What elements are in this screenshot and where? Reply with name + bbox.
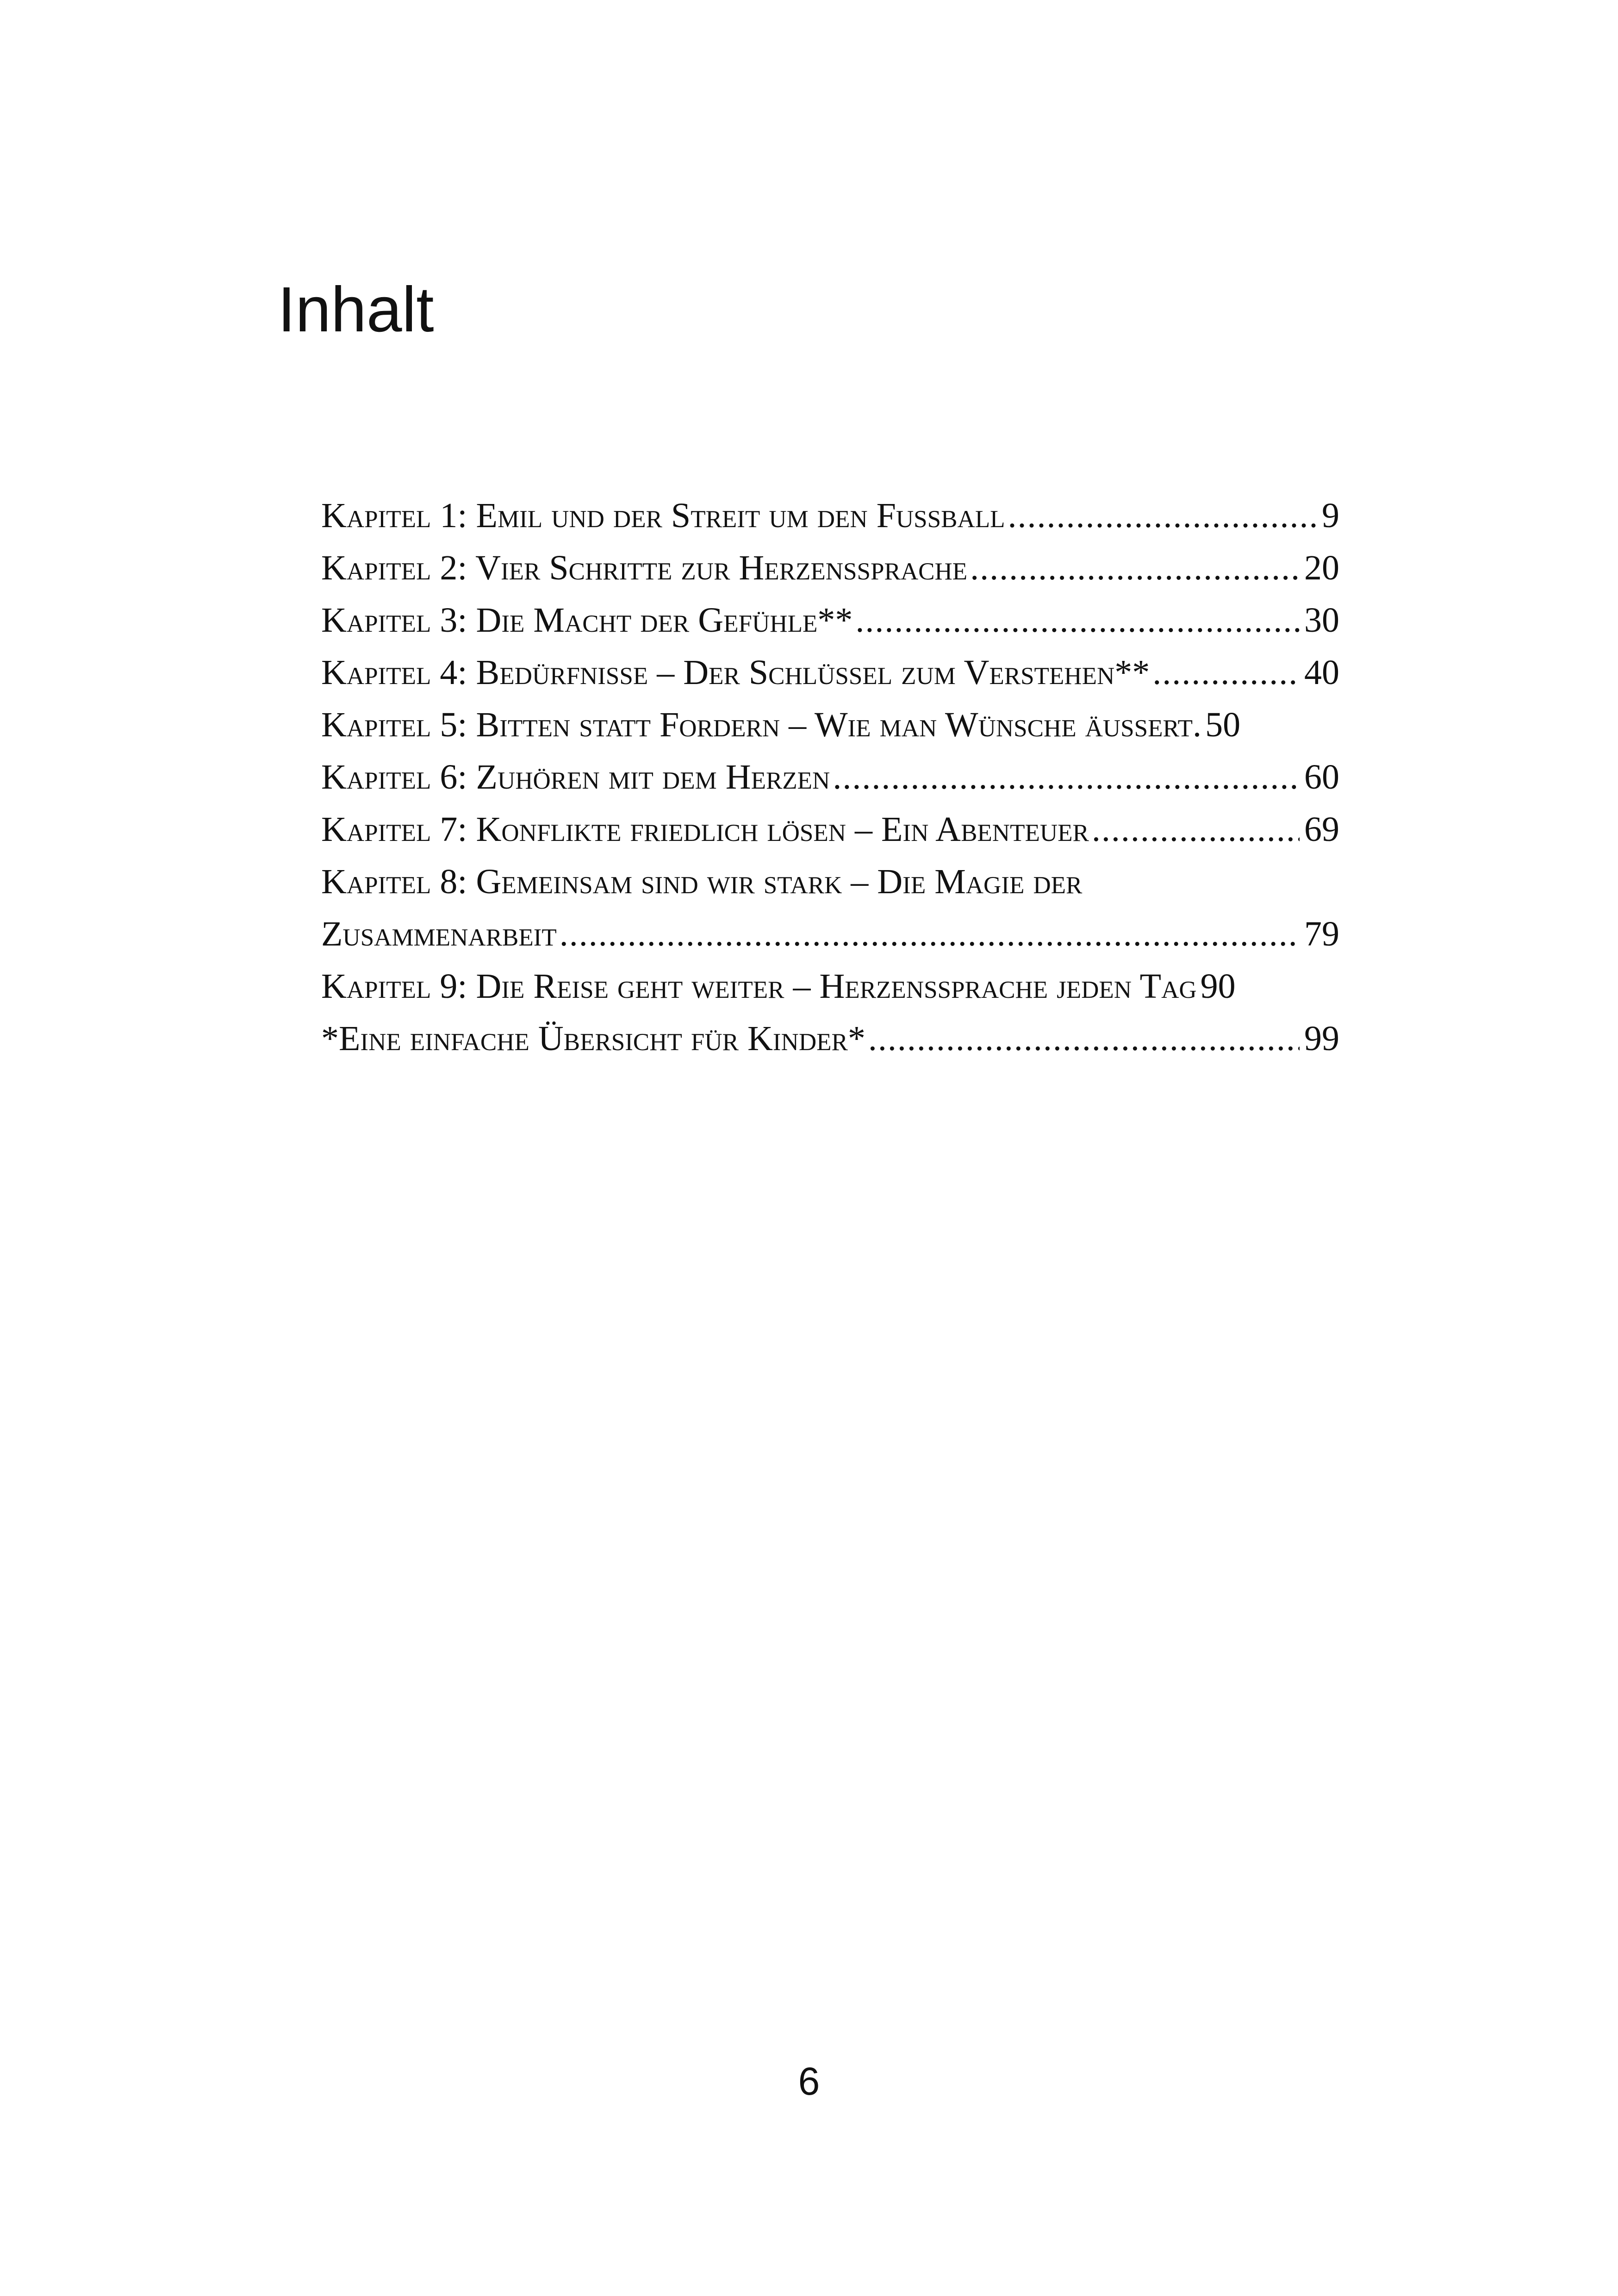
toc-entry-page: 60: [1304, 758, 1339, 796]
toc-entry-2[interactable]: [321, 542, 1339, 594]
toc-entry-title: Kapitel 3: Die Macht der Gefühle**: [321, 601, 853, 640]
toc-dot-leader: [1008, 490, 1317, 542]
toc-entry-title: Kapitel 4: Bedürfnisse – Der Schlüssel zum Verstehen**: [321, 653, 1150, 692]
toc-dot-leader: [1152, 647, 1300, 699]
toc-entry-page: 69: [1304, 810, 1339, 849]
toc-dot-leader: [560, 908, 1300, 960]
toc-entry-title: Kapitel 6: Zuhören mit dem Herzen: [321, 758, 830, 796]
toc-entry-page: 90: [1200, 967, 1236, 1006]
toc-entry-1[interactable]: [321, 490, 1339, 542]
toc-entry-10[interactable]: [321, 1013, 1339, 1065]
toc-dot-leader: [1092, 803, 1300, 856]
toc-entry-4[interactable]: [321, 647, 1339, 699]
toc-entry-page: 30: [1304, 601, 1339, 640]
toc-entry-title: Kapitel 2: Vier Schritte zur Herzenssprache: [321, 548, 968, 587]
toc-entry-title-line-1: Kapitel 8: Gemeinsam sind wir stark – Die Magie der: [321, 862, 1083, 901]
toc-entry-title: Kapitel 7: Konflikte friedlich lösen – Ein Abenteuer: [321, 810, 1089, 849]
toc-entry-7[interactable]: [321, 803, 1339, 856]
toc-entry-title: Kapitel 1: Emil und der Streit um den Fußball: [321, 496, 1005, 535]
toc-dot-leader: [970, 542, 1300, 594]
toc-entry-line-2: [321, 908, 1339, 960]
toc-entry-line-1: [321, 856, 1339, 908]
toc-dot-leader: [868, 1013, 1300, 1065]
toc-dot-leader: [855, 594, 1300, 647]
page-title: Inhalt: [278, 274, 434, 345]
toc-entry-title: Kapitel 5: Bitten statt Fordern – Wie man Wünsche äußert.: [321, 705, 1202, 744]
toc-entry-page: 99: [1304, 1019, 1339, 1058]
toc-entry-8[interactable]: [321, 856, 1339, 960]
toc-entry-9[interactable]: [321, 960, 1339, 1013]
table-of-contents: [321, 490, 1339, 1065]
toc-dot-leader: [833, 751, 1300, 803]
toc-entry-title: Kapitel 9: Die Reise geht weiter – Herzenssprache jeden Tag: [321, 967, 1197, 1006]
toc-entry-page: 20: [1304, 548, 1339, 587]
toc-entry-3[interactable]: [321, 594, 1339, 647]
toc-entry-page: 50: [1205, 705, 1241, 744]
toc-entry-title: *Eine einfache Übersicht für Kinder*: [321, 1019, 865, 1058]
toc-entry-5[interactable]: [321, 699, 1339, 751]
toc-entry-6[interactable]: [321, 751, 1339, 803]
toc-entry-page: 9: [1322, 496, 1339, 535]
toc-entry-page: 79: [1304, 915, 1339, 953]
toc-entry-title-line-2: Zusammenarbeit: [321, 915, 557, 953]
page-number: 6: [798, 2060, 820, 2103]
toc-entry-page: 40: [1304, 653, 1339, 692]
